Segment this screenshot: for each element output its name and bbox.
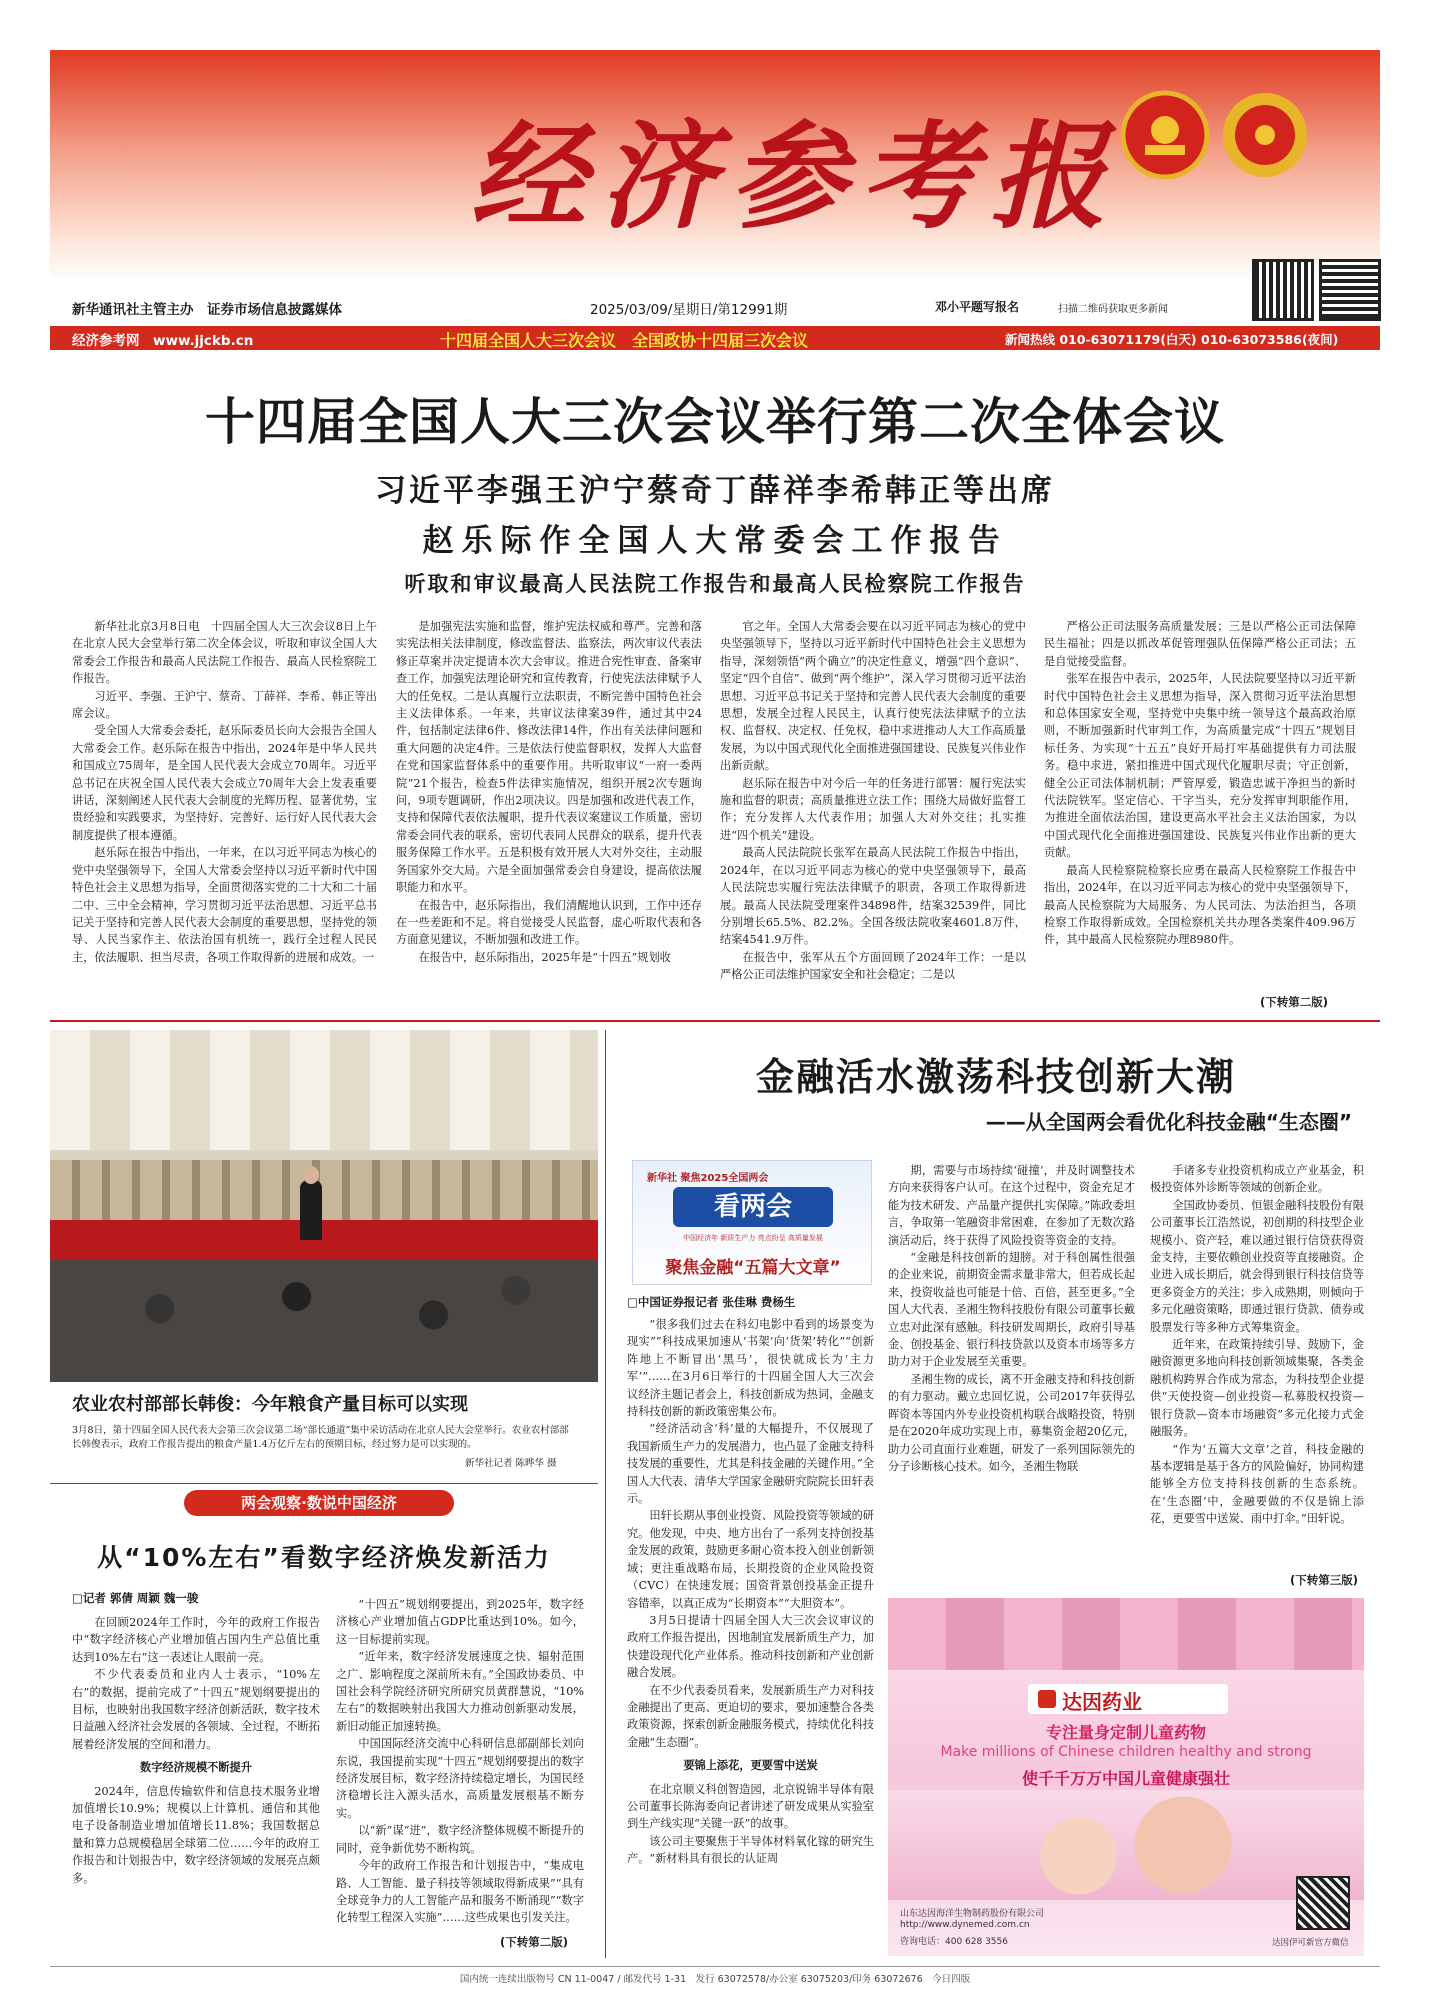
qr-hint: 扫描二维码获取更多新闻 <box>1058 304 1168 315</box>
digital-subhead: 数字经济规模不断提升 <box>140 1760 252 1775</box>
section-logo: 新华社 聚焦2025全国两会 看两会 中国经济年 新质生产力 亮点纷呈 高质量发展 聚焦金融“五篇大文章” <box>632 1160 872 1285</box>
ad-slogan: 使千千万万中国儿童健康强壮 <box>1021 1769 1230 1788</box>
masthead-title: 经济参考报 <box>470 109 1120 245</box>
finance-column: “很多我们过去在科幻电影中看到的场景变为现实”“科技成果加速从‘书架’向‘货架’转化”“创新阵地上不断冒出‘黑马’，很快就成长为‘主力军’”……在3月6日举行的十四届全国人大三次会议经济主题记者会上，科技创新成为热词，金融支持科技创新的新政策密集公布。 “经济活动含‘科’量的大幅提升，不仅展现了我国新质生产力的发展潜力，也凸显了金融支持科技发展的重要性，尤其是科技金融的关键作用。”全国人大代表、清华大学国家金融研究院院长田轩表示。 田轩长期从事创业投资、风险投资等领域的研究。他发现，中央、地方出台了一系列支持创投基金发展的政策，鼓励更多耐心资本投入创业创新领域；更注重战略布局，长期投资的企业风险投资（CVC）在快速发展；国资背景创投基金正提升容错率，以真正成为“长期资本”“大胆资本”。 3月5日提请十四届全国人大三次会议审议的政府工作报告提出，因地制宜发展新质生产力，加快建设现代化产业体系。推动科技创新和产业创新融合发展。 在不少代表委员看来，发展新质生产力对科技金融提出了更高、更迫切的要求，要加速整合各类政策资源，探索创新金融服务模式，持续优化科技金融“生态圈”。 要锦上添花，更要雪中送炭 在北京顺义科创智造园，北京锐锦半导体有限公司董事长陈海委向记者讲述了研发成果从实验室到生产线实现“关键一跃”的故事。 该公司主要聚焦于半导体材料氧化镓的研究生产。“新材料具有很长的认证周 <box>627 1318 874 1866</box>
news-hotline: 新闻热线 010-63071179(白天) 010-63073586(夜间) <box>1005 332 1339 347</box>
lead-subheadline: 赵乐际作全国人大常委会工作报告 <box>422 523 1008 559</box>
ad-tagline: 专注量身定制儿童药物 <box>1045 1723 1206 1742</box>
digital-byline: □记者 郭倩 周颖 魏一骏 <box>72 1591 199 1605</box>
ad-tagline-en: Make millions of Chinese children healthy and strong <box>940 1744 1312 1760</box>
news-photo <box>50 1030 598 1382</box>
lead-column: 是加强宪法实施和监督，维护宪法权威和尊严。完善和落实宪法相关法律制度，修改监督法、监察法，两次审议代表法修正草案并决定提请本次大会审议。推进合宪性审查、备案审查工作，加强宪法理论研究和宣传教育，行使宪法法律赋予人大的任免权。二是认真履行立法职责，不断完善中国特色社会主义法律体系。一年来，共审议法律案39件，通过其中24件，包括制定法律6件、修改法律14件，作出有关法律问题和重大问题的决定4件。三是依法行使监督职权，发挥人大监督在党和国家监督体系中的重要作用。共听取审议“一府一委两院”21个报告，检查5件法律实施情况，组织开展2次专题询问，9项专题调研，作出2项决议。四是加强和改进代表工作，支持和保障代表依法履职，提升代表议案建议工作质量，密切常委会同代表的联系，密切代表同人民群众的联系，提升代表服务保障工作水平。五是积极有效开展人大对外交往，主动服务国家外交大局。六是全面加强常委会自身建设，提高依法履职能力和水平。 在报告中，赵乐际指出，我们清醒地认识到，工作中还存在一些差距和不足。将自觉接受人民监督，虚心听取代表和各方面意见建议，不断加强和改进工作。 在报告中，赵乐际指出，2025年是“十四五”规划收 <box>396 620 702 964</box>
qr-code-icon <box>1255 262 1311 318</box>
calligraphy-note: 邓小平题写报名 <box>935 300 1020 314</box>
digital-column: “十四五”规划纲要提出，到2025年，数字经济核心产业增加值占GDP比重达到10%。如今，这一目标提前实现。 “近年来，数字经济发展速度之快、辐射范围之广、影响程度之深前所未有。”全国政协委员、中国社会科学院经济研究所研究员黄群慧说，“10%左右”的数据映射出我国大力推动创新驱动发展，新旧动能正加速转换。 中国国际经济交流中心科研信息部副部长刘向东说，我国提前实现“十四五”规划纲要提出的数字经济发展目标，数字经济持续稳定增长，为国民经济稳增长注入源头活水，高质量发展根基不断夯实。 以“新”谋“进”，数字经济整体规模不断提升的同时，竞争新优势不断构筑。 今年的政府工作报告和计划报告中，“集成电路、人工智能、量子科技等领域取得新成果”“具有全球竞争力的人工智能产品和服务不断涌现”“数字化转型工程深入实施”……这些成果也引发关注。 <box>336 1598 584 1925</box>
national-emblem-icon <box>1120 90 1210 180</box>
footer: 国内统一连续出版物号 CN 11-0047 / 邮发代号 1-31 发行 63072578/办公室 63075203/印务 63072676 今日四版 <box>50 1966 1380 1985</box>
brand-logo-icon <box>1038 1690 1056 1708</box>
ad-qr-caption: 达因伊可新官方微信 <box>1272 1938 1349 1948</box>
lead-headline: 十四届全国人大三次会议举行第二次全体会议 <box>205 393 1225 451</box>
issue-date: 2025/03/09/星期日/第12991期 <box>590 302 788 318</box>
cppcc-emblem-icon <box>1220 90 1310 180</box>
masthead <box>50 50 1380 282</box>
digital-headline: 从“10%左右”看数字经济焕发新活力 <box>97 1543 551 1572</box>
continued-note: (下转第二版) <box>500 1935 569 1949</box>
digital-column: 在回顾2024年工作时，今年的政府工作报告中“数字经济核心产业增加值占国内生产总值比重达到10%左右”这一表述让人眼前一亮。 不少代表委员和业内人士表示，“10%左右”的数据，提前完成了“十四五”规划纲要提出的目标，也映射出我国数字经济创新活跃，数字技术日益融入经济社会发展的各领域、全过程，不断拓展着经济发展的空间和潜力。 数字经济规模不断提升 2024年，信息传输软件和信息技术服务业增加值增长10.9%；规模以上计算机、通信和其他电子设备制造业增加值增长11.8%；我国数据总量和算力总规模稳居全球第二位……今年的政府工作报告和计划报告中，数字经济领域的发展亮点颇多。 <box>72 1616 320 1885</box>
divider <box>50 1483 598 1484</box>
ad-photo <box>888 1790 1364 1900</box>
finance-subheadline: ——从全国两会看优化科技金融“生态圈” <box>985 1110 1352 1134</box>
divider <box>605 1030 606 1958</box>
photo-headline: 农业农村部部长韩俊：今年粮食产量目标可以实现 <box>72 1394 468 1415</box>
ad-company: 山东达因海洋生物制药股份有限公司 <box>900 1909 1045 1919</box>
website-link[interactable]: 经济参考网 www.jjckb.cn <box>72 333 254 349</box>
lead-subheadline: 习近平李强王沪宁蔡奇丁薛祥李希韩正等出席 <box>375 473 1055 509</box>
lead-column: 官之年。全国人大常委会要在以习近平同志为核心的党中央坚强领导下，坚持以习近平新时代中国特色社会主义思想为指导，深刻领悟“两个确立”的决定性意义，增强“四个意识”、坚定“四个自信”、做到“两个维护”，深入学习贯彻习近平法治思想、习近平总书记关于坚持和完善人民代表大会制度的重要思想，发展全过程人民民主，认真行使宪法法律赋予的立法权、监督权、决定权、任免权，稳中求进推动人大工作高质量发展，为以中国式现代化全面推进强国建设、民族复兴伟业作出新贡献。 赵乐际在报告中对今后一年的任务进行部署：履行宪法实施和监督的职责；高质量推进立法工作；围绕大局做好监督工作；充分发挥人大代表作用；加强人大对外交往；扎实推进“四个机关”建设。 最高人民法院院长张军在最高人民法院工作报告中指出，2024年，在以习近平同志为核心的党中央坚强领导下，最高人民法院忠实履行宪法法律赋予的职责，各项工作取得新进展。最高人民法院受理案件34898件，结案32539件，同比分别增长65.5%、82.2%。全国各级法院收案4601.8万件，结案4541.9万件。 在报告中，张军从五个方面回顾了2024年工作：一是以严格公正司法维护国家安全和社会稳定；二是以 <box>720 620 1026 982</box>
finance-subhead: 要锦上添花，更要雪中送炭 <box>683 1758 818 1773</box>
ad-brand: 达因药业 <box>1062 1690 1142 1714</box>
publisher: 新华通讯社主管主办 证券市场信息披露媒体 <box>72 302 342 318</box>
finance-column: 手诸多专业投资机构成立产业基金，积极投资体外诊断等领域的创新企业。 全国政协委员、恒银金融科技股份有限公司董事长江浩然说，初创期的科技型企业规模小、资产轻，难以通过银行信贷获得资金支持，主要依赖创业投资等直接融资。企业进入成长期后，就会得到银行科技信贷等更多资金方的关注；步入成熟期，则倾向于多元化融资策略，即通过银行贷款、债券或股票发行等多种方式筹集资金。 近年来，在政策持续引导、鼓励下，金融资源更多地向科技创新领域集聚，各类金融机构跨界合作成为常态，为科技型企业提供“天使投资—创业投资—私募股权投资—银行贷款—资本市场融资”多元化接力式金融服务。 “作为‘五篇大文章’之首，科技金融的基本逻辑是基于各方的风险偏好，协同构建能够全方位支持科技创新的生态系统。在‘生态圈’中，金融要做的不仅是锦上添花，更要雪中送炭、雨中打伞。”田轩说。 <box>1150 1164 1364 1526</box>
lead-column: 新华社北京3月8日电 十四届全国人大三次会议8日上午在北京人民大会堂举行第二次全体会议，听取和审议全国人大常委会工作报告和最高人民法院工作报告、最高人民检察院工作报告。 习近平、李强、王沪宁、蔡奇、丁薛祥、李希、韩正等出席会议。 受全国人大常委会委托，赵乐际委员长向大会报告全国人大常委会工作。赵乐际在报告中指出，2024年是中华人民共和国成立75周年，是全国人民代表大会成立70周年。习近平总书记在庆祝全国人民代表大会成立70周年大会上发表重要讲话，深刻阐述人民代表大会制度的光辉历程、显著优势，宝贵经验和实践要求，为坚持好、完善好、运行好人民代表大会制度提供了根本遵循。 赵乐际在报告中指出，一年来，在以习近平同志为核心的党中央坚强领导下，全国人大常委会坚持以习近平新时代中国特色社会主义思想为指导，全面贯彻落实党的二十大和二十届二中、三中全会精神，学习贯彻习近平法治思想、习近平总书记关于坚持和完善人民代表大会制度的重要思想，坚持党的领导、人民当家作主、依法治国有机统一，践行全过程人民民主，依法履职、担当尽责，各项工作取得新的进展和成效。一 <box>72 620 377 964</box>
lead-column: 严格公正司法服务高质量发展；三是以严格公正司法保障民生福祉；四是以抓改革促管理强队伍保障严格公正司法；五是自觉接受监督。 张军在报告中表示，2025年，人民法院要坚持以习近平新时代中国特色社会主义思想为指导，深入贯彻习近平法治思想和总体国家安全观，坚持党中央集中统一领导这个最高政治原则，不断加强新时代审判工作，为高质量完成“十四五”规划目标任务、为实现“十五五”良好开局打牢基础提供有力司法服务。稳中求进，紧扣推进中国式现代化履职尽责；守正创新，健全公正司法体制机制；严管厚爱，锻造忠诚干净担当的新时代法院铁军。坚定信心、干字当头，充分发挥审判职能作用，为推进全面依法治国，建设更高水平社会主义法治国家，为以中国式现代化全面推进强国建设、民族复兴伟业作出新的更大贡献。 最高人民检察院检察长应勇在最高人民检察院工作报告中指出，2024年，在以习近平同志为核心的党中央坚强领导下，最高人民检察院为大局服务、为人民司法、为法治担当，各项检察工作取得新成效。全国检察机关共办理各类案件409.96万件，其中最高人民检察院办理8980件。 <box>1044 620 1356 947</box>
lead-subheadline: 听取和审议最高人民法院工作报告和最高人民检察院工作报告 <box>404 572 1026 596</box>
continued-note: (下转第三版) <box>1290 1573 1359 1587</box>
photo-credit: 新华社记者 陈晔华 摄 <box>465 1458 557 1469</box>
photo-caption: 3月8日，第十四届全国人民代表大会第三次会议第二场“部长通道”集中采访活动在北京人民大会堂举行。农业农村部部长韩俊表示，政府工作报告提出的粮食产量1.4万亿斤左右的预期目标，经过努力是可以实现的。 <box>72 1425 569 1450</box>
finance-headline: 金融活水激荡科技创新大潮 <box>755 1055 1236 1099</box>
divider <box>50 1020 1380 1022</box>
qr-code-icon <box>1322 262 1378 318</box>
continued-note: (下转第二版) <box>1260 995 1329 1009</box>
banner-title: 十四届全国人大三次会议 全国政协十四届三次会议 <box>440 331 809 350</box>
advertisement[interactable] <box>888 1598 1364 1956</box>
finance-column: 期，需要与市场持续‘碰撞’，并及时调整技术方向来获得客户认可。在这个过程中，资金充足才能为技术研发、产品量产提供扎实保障。”陈政委坦言，争取第一笔融资非常困难，在参加了无数次路演活动后，终于获得了风险投资等资金的支持。 “金融是科技创新的翅膀。对于科创属性很强的企业来说，前期资金需求量非常大，但若成长起来，投资收益也可能是十倍、百倍，甚至更多。”全国人大代表、圣湘生物科技股份有限公司董事长戴立忠对此深有感触。科技研发周期长，政府引导基金、创投基金、银行科技贷款以及资本市场等多方助力对于企业发展至关重要。 圣湘生物的成长，离不开金融支持和科技创新的有力驱动。戴立忠回忆说，公司2017年获得弘晖资本等国内外专业投资机构联合战略投资，特别是在2020年成功实现上市，募集资金超20亿元，助力公司直面行业难题，研发了一系列国际领先的分子诊断核心技术。如今，圣湘生物联 <box>888 1164 1135 1473</box>
finance-byline: □中国证券报记者 张佳琳 费杨生 <box>627 1295 796 1309</box>
ad-url[interactable]: http://www.dynemed.com.cn <box>900 1920 1030 1930</box>
section-kicker: 两会观察·数说中国经济 <box>184 1490 454 1516</box>
ad-phone: 咨询电话：400 628 3556 <box>900 1937 1008 1947</box>
qr-code-icon <box>1298 1878 1348 1928</box>
